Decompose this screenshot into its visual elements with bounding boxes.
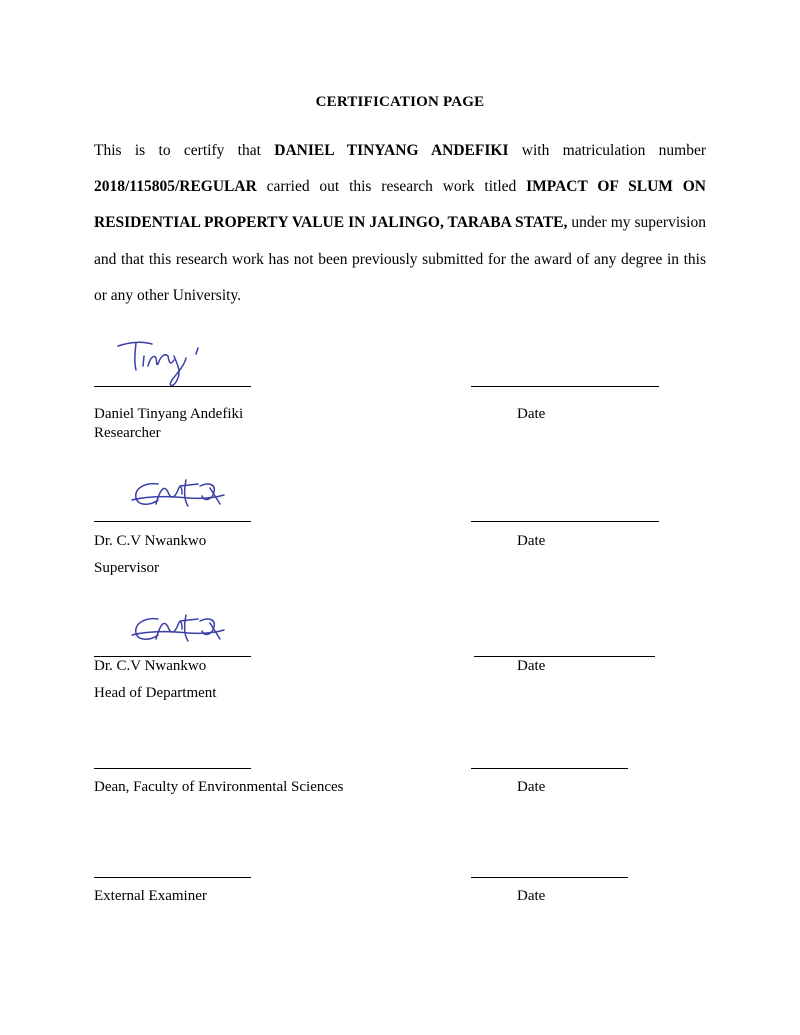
date-label: Date: [517, 888, 546, 904]
signature-line: [94, 656, 251, 657]
supervisor-signature: [128, 470, 228, 518]
researcher-signature: [112, 336, 212, 392]
researcher-name: DANIEL TINYANG ANDEFIKI: [274, 142, 509, 159]
statement-text: This is to certify that: [94, 142, 275, 159]
supervisor-role-label: Supervisor: [94, 560, 159, 576]
date-line: [471, 877, 628, 878]
dean-label: Dean, Faculty of Environmental Sciences: [94, 779, 344, 795]
hod-name-label: Dr. C.V Nwankwo: [94, 658, 207, 674]
page-title: CERTIFICATION PAGE: [315, 94, 485, 110]
date-line: [471, 386, 659, 387]
date-label: Date: [517, 658, 546, 674]
statement-text: with matriculation number: [508, 142, 706, 159]
external-examiner-label: External Examiner: [94, 888, 207, 904]
research-title: IMPACT OF SLUM ON RESIDENTIAL PROPERTY VALUE IN JALINGO, TARABA STATE,: [94, 178, 706, 232]
hod-signature: [128, 605, 228, 653]
signature-line: [94, 521, 251, 522]
date-label: Date: [517, 779, 546, 795]
date-line: [471, 521, 659, 522]
signature-line: [94, 877, 251, 878]
researcher-role-label: Researcher: [94, 425, 161, 441]
matriculation-number: 2018/115805/REGULAR: [94, 178, 257, 196]
hod-role-label: Head of Department: [94, 685, 217, 701]
researcher-name-label: Daniel Tinyang Andefiki: [94, 406, 244, 422]
date-label: Date: [517, 533, 546, 549]
certification-statement: [94, 133, 706, 314]
statement-text: carried out this research work titled: [256, 178, 527, 196]
signature-line: [94, 386, 251, 387]
statement-text: under my supervision and that this research work has not been previously submitted for the award of any degree in this or any other University.: [94, 214, 706, 304]
signature-line: [94, 768, 251, 769]
date-line: [471, 768, 628, 769]
date-label: Date: [517, 406, 546, 422]
supervisor-name-label: Dr. C.V Nwankwo: [94, 533, 207, 549]
date-line: [474, 656, 655, 657]
